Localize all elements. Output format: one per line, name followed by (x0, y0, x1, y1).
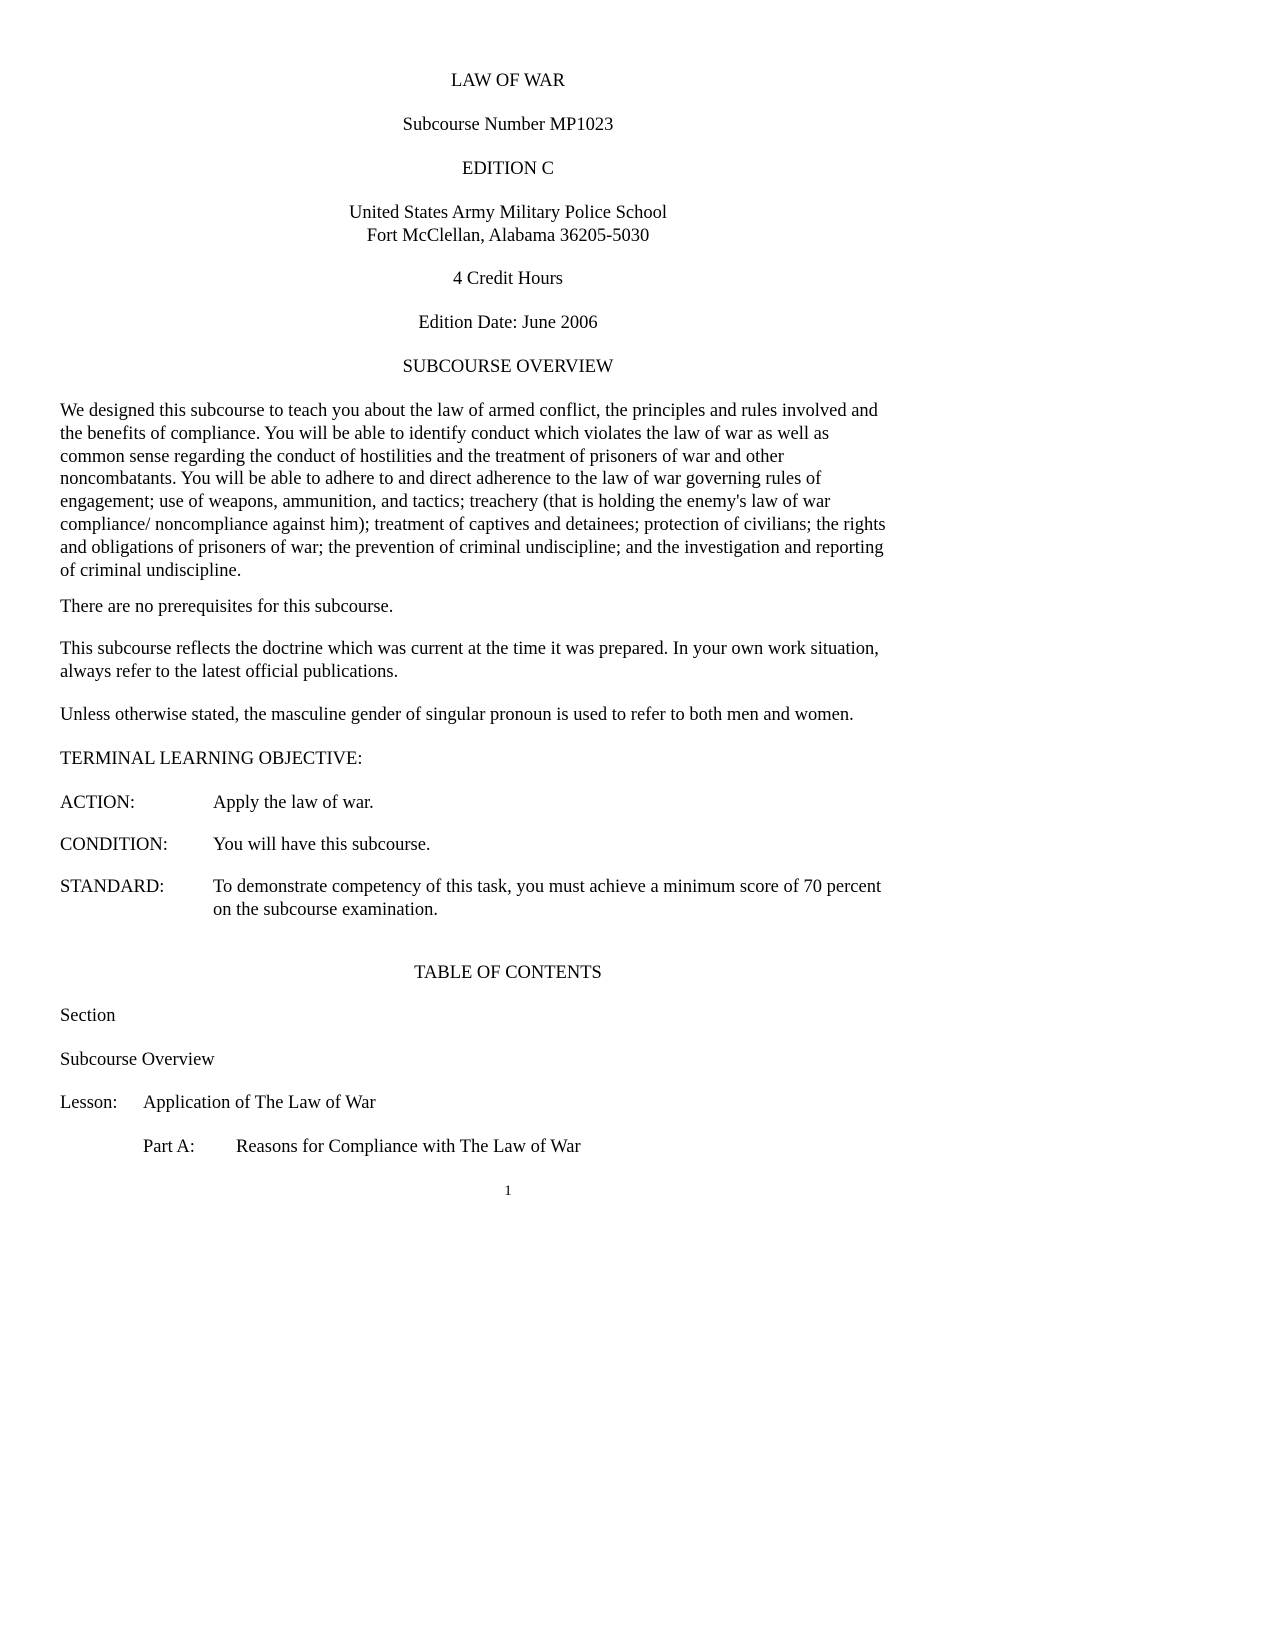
subcourse-number: Subcourse Number MP1023 (402, 115, 614, 135)
action-label: ACTION: (60, 793, 136, 813)
gender-note: Unless otherwise stated, the masculine gender of singular pronoun is used to refer to both men and women. (60, 705, 854, 725)
standard-line: To demonstrate competency of this task, you must achieve a minimum score of 70 percent (213, 877, 882, 897)
doctrine-paragraph (60, 638, 960, 684)
paragraph-line: and obligations of prisoners of war; the prevention of criminal undiscipline; and the investigation and reporting (60, 537, 884, 558)
edition: EDITION C (462, 159, 554, 179)
credit-hours: 4 Credit Hours (453, 269, 563, 289)
paragraph-line: common sense regarding the conduct of hostilities and the treatment of prisoners of war and other (60, 446, 784, 467)
toc-section-label: Section (60, 1006, 116, 1026)
prerequisites-note: There are no prerequisites for this subcourse. (60, 597, 394, 617)
paragraph-line: of criminal undiscipline. (60, 560, 242, 581)
condition-value: You will have this subcourse. (213, 835, 431, 855)
school-name: United States Army Military Police School (348, 203, 668, 223)
overview-heading: SUBCOURSE OVERVIEW (402, 357, 614, 377)
edition-date: Edition Date: June 2006 (418, 313, 598, 333)
paragraph-line: This subcourse reflects the doctrine which was current at the time it was prepared. In your own work situation, (60, 639, 879, 659)
condition-label: CONDITION: (60, 835, 168, 855)
paragraph-line: the benefits of compliance. You will be able to identify conduct which violates the law of war as well as (60, 423, 830, 444)
paragraph-line: engagement; use of weapons, ammunition, and tactics; treachery (that is holding the enemy's law of war (60, 492, 831, 513)
overview-paragraph (60, 400, 960, 582)
toc-lesson-title: Application of The Law of War (143, 1093, 376, 1113)
standard-value (213, 876, 881, 922)
toc-entry-overview: Subcourse Overview (60, 1050, 215, 1070)
paragraph-line: always refer to the latest official publications. (60, 661, 399, 682)
toc-part-label: Part A: (143, 1137, 195, 1157)
action-value: Apply the law of war. (213, 793, 374, 813)
tlo-heading: TERMINAL LEARNING OBJECTIVE: (60, 749, 363, 769)
school-address: Fort McClellan, Alabama 36205-5030 (366, 226, 650, 246)
toc-part-title: Reasons for Compliance with The Law of War (236, 1137, 581, 1157)
paragraph-line: noncombatants. You will be able to adhere to and direct adherence to the law of war governing rules of (60, 469, 822, 490)
toc-heading: TABLE OF CONTENTS (414, 963, 602, 983)
document-title: LAW OF WAR (451, 71, 565, 91)
page-number: 1 (504, 1183, 512, 1199)
standard-label: STANDARD: (60, 877, 165, 897)
standard-line: on the subcourse examination. (213, 899, 439, 920)
paragraph-line: We designed this subcourse to teach you about the law of armed conflict, the principles and rules involved and (60, 401, 878, 421)
toc-lesson-label: Lesson: (60, 1093, 118, 1113)
paragraph-line: compliance/ noncompliance against him); treatment of captives and detainees; protection of civilians; the rights (60, 514, 886, 535)
